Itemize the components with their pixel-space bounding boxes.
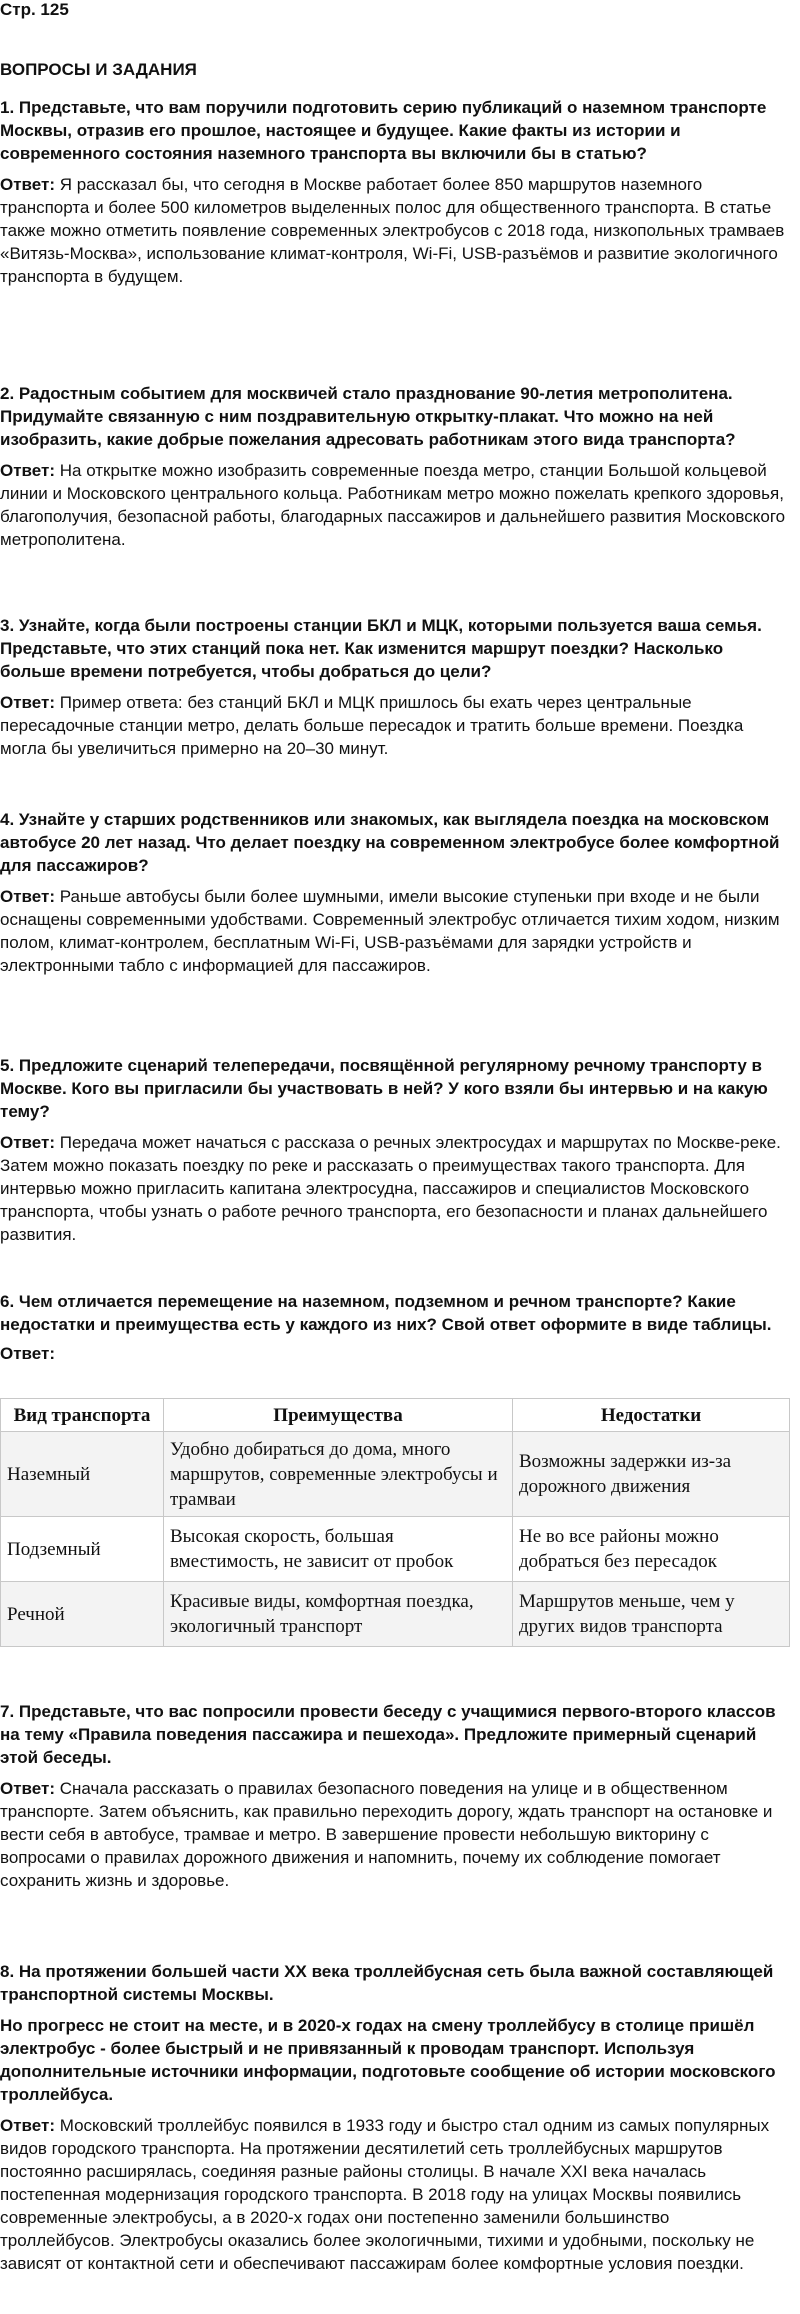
question-block-4 <box>0 808 788 977</box>
question-block-2 <box>0 382 788 551</box>
question-text-continued: Но прогресс не стоит на месте, и в 2020-х годах на смену троллейбусу в столице пришёл электробус - более быстрый и не привязанный к проводам транспорт. Используя дополнительные источники информации, подготовьте сообщение об истории московского троллейбуса. <box>0 2016 776 2104</box>
column-header: Недостатки <box>513 1399 790 1432</box>
question-block-8 <box>0 1960 788 2275</box>
answer-text <box>0 1777 788 1892</box>
question-block-6 <box>0 1290 788 1365</box>
answer-body: Сначала рассказать о правилах безопасного поведения на улице и в общественном транспорте. Затем объяснить, как правильно переходить дорогу, ждать транспорт на остановке и вести себя в автобусе, трамвае и метро. В завершение провести небольшую викторину с вопросами о правилах дорожного движения и напомнить, почему их соблюдение помогает сохранить жизнь и здоровье. <box>0 1779 773 1890</box>
answer-label: Ответ: <box>0 1344 55 1363</box>
answer-text <box>0 1131 788 1246</box>
table-cell: Красивые виды, комфортная поездка, экологичный транспорт <box>164 1582 513 1647</box>
page-number: Стр. 125 <box>0 0 69 19</box>
question-block-3 <box>0 614 788 760</box>
answer-body: Раньше автобусы были более шумными, имели высокие ступеньки при входе и не были оснащены современными удобствами. Современный электробус отличается тихим ходом, низким полом, климат-контролем, бесплатным Wi-Fi, USB-разъёмами для зарядки устройств и электронными табло с информацией для пассажиров. <box>0 887 780 975</box>
question-block-7 <box>0 1700 788 1892</box>
answer-text <box>0 173 788 288</box>
answer-label: Ответ: <box>0 1779 55 1798</box>
question-text: 8. На протяжении большей части XX века троллейбусная сеть была важной составляющей транспортной системы Москвы. <box>0 1962 774 2004</box>
question-text: 1. Представьте, что вам поручили подготовить серию публикаций о наземном транспорте Москвы, отразив его прошлое, настоящее и будущее. Какие факты из истории и современного состояния наземного транспорта вы включили бы в статью? <box>0 98 767 163</box>
answer-text <box>0 691 788 760</box>
answer-text <box>0 2114 788 2275</box>
question-text: 5. Предложите сценарий телепередачи, посвящённой регулярному речному транспорту в Москве. Кого вы пригласили бы участвовать в ней? У кого взяли бы интервью и на какую тему? <box>0 1056 768 1121</box>
answer-label: Ответ: <box>0 2116 55 2135</box>
column-header: Преимущества <box>164 1399 513 1432</box>
answer-text <box>0 459 788 551</box>
answer-label: Ответ: <box>0 1133 55 1152</box>
section-title: ВОПРОСЫ И ЗАДАНИЯ <box>0 60 197 79</box>
question-block-1 <box>0 96 788 288</box>
question-block-5 <box>0 1054 788 1246</box>
question-text: 4. Узнайте у старших родственников или знакомых, как выглядела поездка на московском автобусе 20 лет назад. Что делает поездку на современном электробусе более комфортной для пассажиров? <box>0 810 780 875</box>
table-row <box>1 1517 790 1582</box>
table-cell: Наземный <box>1 1432 164 1517</box>
answer-label: Ответ: <box>0 693 55 712</box>
table-cell: Маршрутов меньше, чем у других видов транспорта <box>513 1582 790 1647</box>
question-text: 6. Чем отличается перемещение на наземном, подземном и речном транспорте? Какие недостатки и преимущества есть у каждого из них? Свой ответ оформите в виде таблицы. <box>0 1292 772 1334</box>
table-cell: Не во все районы можно добраться без пересадок <box>513 1517 790 1582</box>
question-text: 2. Радостным событием для москвичей стало празднование 90-летия метрополитена. Придумайте связанную с ним поздравительную открытку-плакат. Что можно на ней изобразить, какие добрые пожелания адресовать работникам этого вида транспорта? <box>0 384 736 449</box>
answer-label: Ответ: <box>0 175 55 194</box>
answer-body: На открытке можно изобразить современные поезда метро, станции Большой кольцевой линии и Московского центрального кольца. Работникам метро можно пожелать крепкого здоровья, благополучия, безопасной работы, благодарных пассажиров и дальнейшего развития Московского метрополитена. <box>0 461 786 549</box>
table-cell: Высокая скорость, большая вместимость, не зависит от пробок <box>164 1517 513 1582</box>
table-cell: Возможны задержки из-за дорожного движения <box>513 1432 790 1517</box>
answer-body: Московский троллейбус появился в 1933 году и быстро стал одним из самых популярных видов городского транспорта. На протяжении десятилетий сеть троллейбусных маршрутов постоянно расширялась, соединяя разные районы столицы. В начале XXI века началась постепенная модернизация городского транспорта. В 2018 году на улицах Москвы появились современные электробусы, а в 2020-х годах они постепенно заменили большинство троллейбусов. Электробусы оказались более экологичными, тихими и удобными, поскольку не зависят от контактной сети и обеспечивают пассажирам более комфортные условия поездки. <box>0 2116 770 2273</box>
column-header: Вид транспорта <box>1 1399 164 1432</box>
answer-label: Ответ: <box>0 887 55 906</box>
answer-label: Ответ: <box>0 461 55 480</box>
answer-body: Передача может начаться с рассказа о речных электросудах и маршрутах по Москве-реке. Затем можно показать поездку по реке и рассказать о преимуществах такого транспорта. Для интервью можно пригласить капитана электросудна, пассажиров и специалистов Московского транспорта, чтобы узнать о работе речного транспорта, его безопасности и планах дальнейшего развития. <box>0 1133 781 1244</box>
answer-body: Я рассказал бы, что сегодня в Москве работает более 850 маршрутов наземного транспорта и более 500 километров выделенных полос для общественного транспорта. В статье также можно отметить появление современных электробусов с 2018 года, низкопольных трамваев «Витязь-Москва», использование климат-контроля, Wi-Fi, USB-разъёмов и развитие экологичного транспорта в будущем. <box>0 175 785 286</box>
answer-body: Пример ответа: без станций БКЛ и МЦК пришлось бы ехать через центральные пересадочные станции метро, делать больше пересадок и тратить больше времени. Поездка могла бы увеличиться примерно на 20–30 минут. <box>0 693 744 758</box>
table-cell: Подземный <box>1 1517 164 1582</box>
table-cell: Речной <box>1 1582 164 1647</box>
question-text: 7. Представьте, что вас попросили провести беседу с учащимися первого-второго классов на тему «Правила поведения пассажира и пешехода». Предложите примерный сценарий этой беседы. <box>0 1702 776 1767</box>
answer-text <box>0 885 788 977</box>
table-cell: Удобно добираться до дома, много маршрутов, современные электробусы и трамваи <box>164 1432 513 1517</box>
transport-table <box>0 1398 790 1647</box>
table-row <box>1 1582 790 1647</box>
question-text: 3. Узнайте, когда были построены станции БКЛ и МЦК, которыми пользуется ваша семья. Представьте, что этих станций пока нет. Как изменится маршрут поездки? Насколько больше времени потребуется, чтобы добраться до цели? <box>0 616 762 681</box>
table-header-row <box>1 1399 790 1432</box>
table-row <box>1 1432 790 1517</box>
